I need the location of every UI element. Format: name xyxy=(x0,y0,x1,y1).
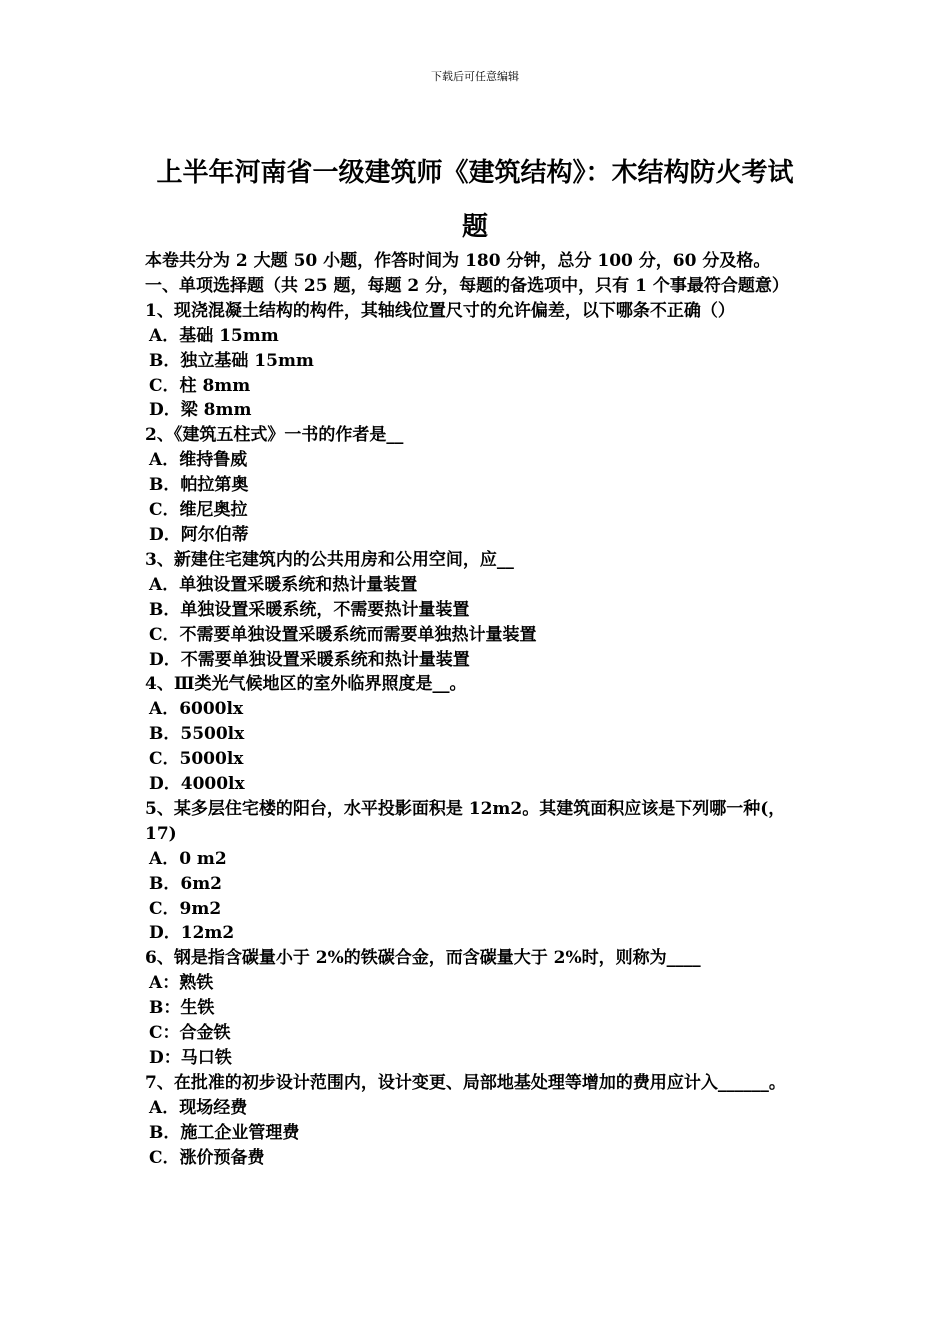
option-a: A．维持鲁威 xyxy=(149,450,248,471)
option-a: A．现场经费 xyxy=(149,1097,248,1118)
option-c: C：合金铁 xyxy=(149,1023,231,1044)
question-stem: 7、在批准的初步设计范围内，设计变更、局部地基处理等增加的费用应计入______。 xyxy=(145,1072,786,1093)
question-stem: 3、新建住宅建筑内的公共用房和公用空间，应__ xyxy=(145,549,514,570)
option-a: A．基础 15mm xyxy=(149,325,279,346)
option-a: A．0 m2 xyxy=(149,848,227,869)
option-c: C．9m2 xyxy=(149,898,222,919)
option-c: C．涨价预备费 xyxy=(149,1147,265,1168)
option-d: D．梁 8mm xyxy=(149,400,252,421)
exam-intro: 本卷共分为 2 大题 50 小题，作答时间为 180 分钟，总分 100 分，60 分及格。 xyxy=(145,251,771,271)
option-b: B．独立基础 15mm xyxy=(149,350,314,371)
question-6 xyxy=(145,946,810,1071)
option-d: D．12m2 xyxy=(149,923,235,944)
option-b: B．帕拉第奥 xyxy=(149,475,249,496)
question-2 xyxy=(145,423,810,548)
document-title: 上半年河南省一级建筑师《建筑结构》：木结构防火考试题 xyxy=(156,158,794,242)
question-5 xyxy=(145,797,810,946)
question-stem: 5、某多层住宅楼的阳台，水平投影面积是 12m2。其建筑面积应该是下列哪一种(，17) xyxy=(145,798,786,844)
option-d: D．阿尔伯蒂 xyxy=(149,524,249,545)
option-c: C．不需要单独设置采暖系统而需要单独热计量装置 xyxy=(149,624,537,645)
option-a: A：熟铁 xyxy=(149,973,214,994)
option-c: C．5000lx xyxy=(149,749,244,770)
document-body xyxy=(145,249,810,1171)
question-stem: 2、《建筑五柱式》一书的作者是__ xyxy=(145,425,404,446)
question-stem: 6、钢是指含碳量小于 2%的铁碳合金，而含碳量大于 2%时，则称为____ xyxy=(145,948,701,969)
option-b: B．单独设置采暖系统，不需要热计量装置 xyxy=(149,599,470,620)
question-1 xyxy=(145,299,810,424)
section-heading: 一、单项选择题（共 25 题，每题 2 分，每题的备选项中，只有 1 个事最符合题意） xyxy=(145,275,789,296)
option-a: A．6000lx xyxy=(149,699,244,720)
option-d: D．4000lx xyxy=(149,774,245,795)
option-b: B．6m2 xyxy=(149,873,223,894)
question-3 xyxy=(145,548,810,673)
option-d: D：马口铁 xyxy=(149,1048,232,1068)
question-7 xyxy=(145,1071,810,1171)
option-d: D．不需要单独设置采暖系统和热计量装置 xyxy=(149,649,470,670)
option-b: B：生铁 xyxy=(149,998,215,1019)
option-b: B．施工企业管理费 xyxy=(149,1122,300,1143)
option-a: A．单独设置采暖系统和热计量装置 xyxy=(149,574,418,595)
question-stem: 1、现浇混凝土结构的构件，其轴线位置尺寸的允许偏差，以下哪条不正确（） xyxy=(145,300,735,321)
header-note: 下载后可任意编辑 xyxy=(431,70,519,83)
question-4 xyxy=(145,672,810,797)
option-b: B．5500lx xyxy=(149,724,245,745)
option-c: C．柱 8mm xyxy=(149,375,251,396)
question-stem: 4、Ⅲ类光气候地区的室外临界照度是__。 xyxy=(145,674,467,695)
option-c: C．维尼奥拉 xyxy=(149,500,248,521)
